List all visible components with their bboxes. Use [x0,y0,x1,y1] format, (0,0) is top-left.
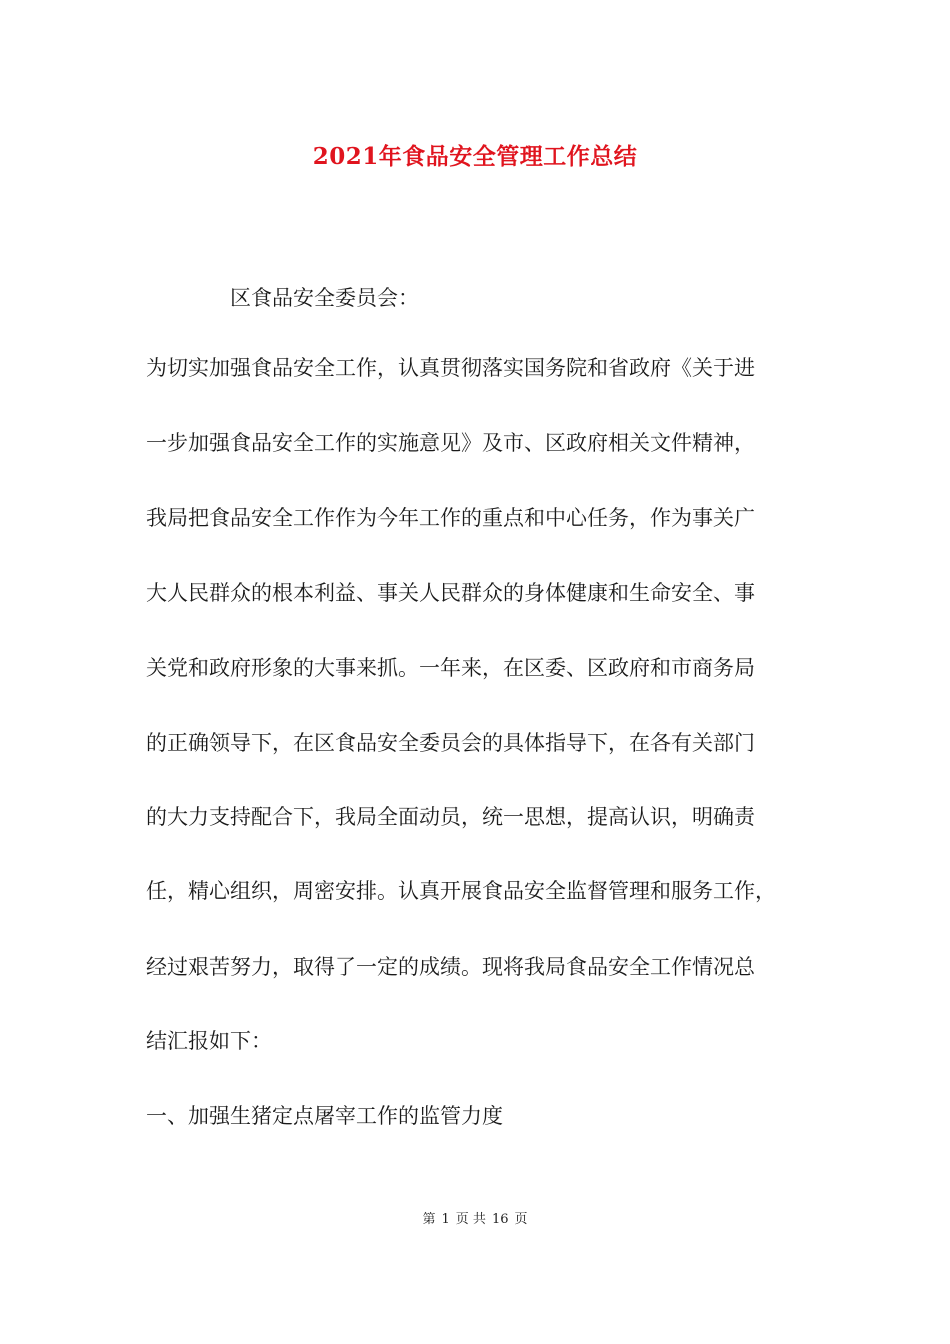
body-line: 为切实加强食品安全工作，认真贯彻落实国务院和省政府《关于进 [146,356,755,380]
body-line: 经过艰苦努力，取得了一定的成绩。现将我局食品安全工作情况总 [146,955,755,979]
footer-prefix: 第 [422,1212,436,1227]
body-line: 一步加强食品安全工作的实施意见》及市、区政府相关文件精神， [146,431,755,455]
body-line: 的正确领导下，在区食品安全委员会的具体指导下，在各有关部门 [146,731,755,755]
document-title: 2021年食品安全管理工作总结 [312,143,638,170]
footer-middle: 页 共 [455,1212,486,1227]
section-heading: 一、加强生猪定点屠宰工作的监管力度 [146,1104,503,1128]
body-line: 我局把食品安全工作作为今年工作的重点和中心任务，作为事关广 [146,506,755,530]
page-footer [0,1208,950,1227]
footer-suffix: 页 [514,1212,528,1227]
footer-total-pages: 16 [491,1212,509,1227]
body-line: 大人民群众的根本利益、事关人民群众的身体健康和生命安全、事 [146,581,755,605]
body-line: 的大力支持配合下，我局全面动员，统一思想，提高认识，明确责 [146,805,755,829]
body-line: 任，精心组织，周密安排。认真开展食品安全监督管理和服务工作， [146,879,776,903]
salutation: 区食品安全委员会： [230,286,419,310]
footer-page-number: 1 [441,1212,450,1227]
body-line: 关党和政府形象的大事来抓。一年来，在区委、区政府和市商务局 [146,656,755,680]
body-line: 结汇报如下： [146,1029,272,1053]
